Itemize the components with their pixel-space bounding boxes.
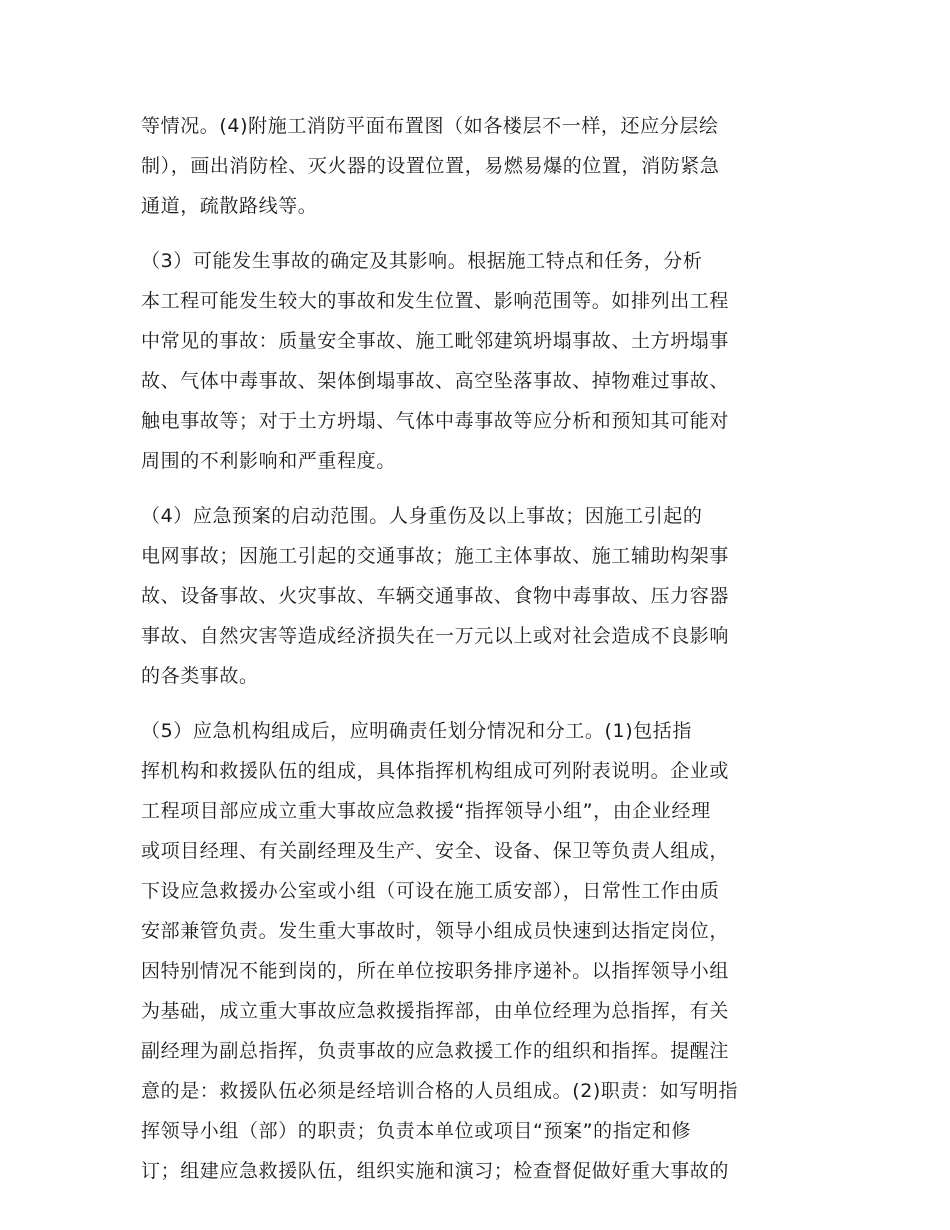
text-line: 工程项目部应成立重大事故应急救援“指挥领导小组”，由企业经理 [141, 800, 711, 822]
text-line: 挥机构和救援队伍的组成，具体指挥机构组成可列附表说明。企业或 [141, 760, 730, 782]
text-line: 制），画出消防栓、灭火器的设置位置，易燃易爆的位置，消防紧急 [141, 155, 720, 177]
text-line: 因特别情况不能到岗的，所在单位按职务排序递补。以指挥领导小组 [141, 960, 730, 982]
text-line: （4）应急预案的启动范围。人身重伤及以上事故；因施工引起的 [141, 505, 703, 527]
text-line: 意的是：救援队伍必须是经培训合格的人员组成。(2)职责：如写明指 [141, 1080, 739, 1102]
text-line: 触电事故等；对于土方坍塌、气体中毒事故等应分析和预知其可能对 [141, 410, 730, 432]
text-line: 事故、自然灾害等造成经济损失在一万元以上或对社会造成不良影响 [141, 625, 730, 647]
document-body [141, 106, 809, 1191]
text-line: 订；组建应急救援队伍，组织实施和演习；检查督促做好重大事故的 [141, 1160, 730, 1182]
text-line: 通道，疏散路线等。 [141, 195, 318, 217]
paragraph-emergency-organization [141, 711, 809, 1191]
paragraph-spacer [141, 481, 809, 496]
text-line: 副经理为副总指挥，负责事故的应急救援工作的组织和指挥。提醒注 [141, 1040, 730, 1062]
text-line: 本工程可能发生较大的事故和发生位置、影响范围等。如排列出工程 [141, 290, 730, 312]
text-line: 故、设备事故、火灾事故、车辆交通事故、食物中毒事故、压力容器 [141, 585, 730, 607]
paragraph-fire-plan-continued [141, 106, 809, 226]
paragraph-accident-determination [141, 241, 809, 481]
text-line: 安部兼管负责。发生重大事故时，领导小组成员快速到达指定岗位， [141, 920, 730, 942]
text-line: 故、气体中毒事故、架体倒塌事故、高空坠落事故、掉物难过事故、 [141, 370, 730, 392]
text-line: 挥领导小组（部）的职责；负责本单位或项目“预案”的指定和修 [141, 1120, 692, 1142]
text-line: （3）可能发生事故的确定及其影响。根据施工特点和任务，分析 [141, 250, 703, 272]
paragraph-spacer [141, 696, 809, 711]
text-line: 周围的不利影响和严重程度。 [141, 450, 396, 472]
text-line: 下设应急救援办公室或小组（可设在施工质安部），日常性工作由质 [141, 880, 720, 902]
text-line: 或项目经理、有关副经理及生产、安全、设备、保卫等负责人组成， [141, 840, 730, 862]
paragraph-spacer [141, 226, 809, 241]
text-line: （5）应急机构组成后，应明确责任划分情况和分工。(1)包括指 [141, 720, 693, 742]
text-line: 等情况。(4)附施工消防平面布置图（如各楼层不一样，还应分层绘 [141, 115, 719, 137]
text-line: 的各类事故。 [141, 665, 259, 687]
text-line: 电网事故；因施工引起的交通事故；施工主体事故、施工辅助构架事 [141, 545, 730, 567]
paragraph-plan-activation-scope [141, 496, 809, 696]
text-line: 中常见的事故：质量安全事故、施工毗邻建筑坍塌事故、土方坍塌事 [141, 330, 730, 352]
text-line: 为基础，成立重大事故应急救援指挥部，由单位经理为总指挥，有关 [141, 1000, 730, 1022]
